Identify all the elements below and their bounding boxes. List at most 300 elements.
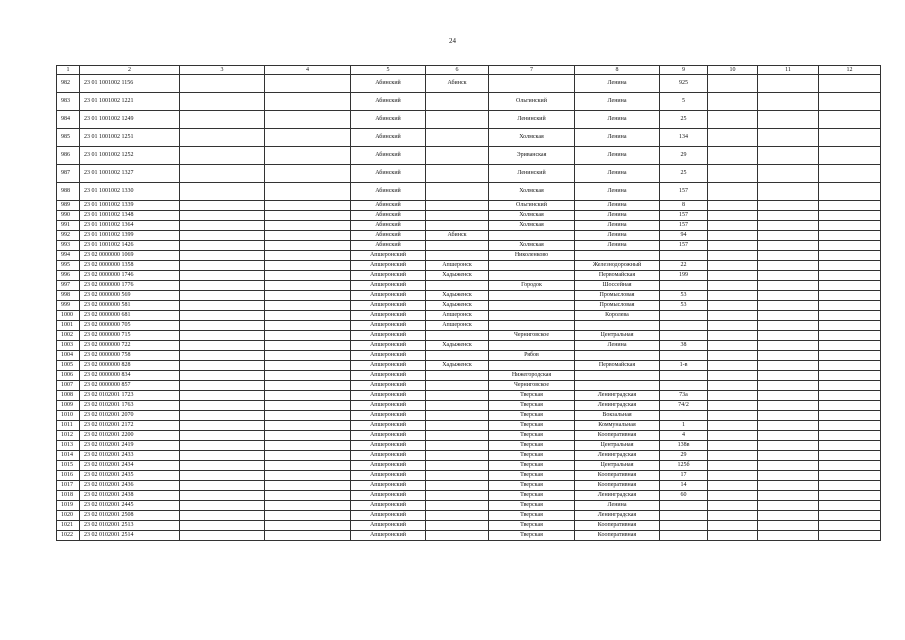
row-settlement: Тверская <box>489 461 575 471</box>
empty-cell <box>265 211 351 221</box>
empty-cell <box>819 351 881 361</box>
row-house: 14 <box>660 481 708 491</box>
table-row <box>57 531 881 541</box>
row-street: Центральная <box>575 461 660 471</box>
row-city <box>426 129 489 147</box>
empty-cell <box>180 183 265 201</box>
empty-cell <box>265 261 351 271</box>
empty-cell <box>265 521 351 531</box>
row-number: 998 <box>57 291 80 301</box>
row-number: 987 <box>57 165 80 183</box>
table-row <box>57 221 881 231</box>
row-code: 23 02 0000000 857 <box>80 381 180 391</box>
empty-cell <box>819 281 881 291</box>
empty-cell <box>708 201 758 211</box>
table-row <box>57 241 881 251</box>
row-district: Апшеронский <box>351 301 426 311</box>
empty-cell <box>708 391 758 401</box>
empty-cell <box>819 241 881 251</box>
empty-cell <box>819 501 881 511</box>
empty-cell <box>265 371 351 381</box>
empty-cell <box>819 531 881 541</box>
empty-cell <box>265 231 351 241</box>
table-row <box>57 391 881 401</box>
row-number: 1022 <box>57 531 80 541</box>
row-street: Ленина <box>575 501 660 511</box>
empty-cell <box>708 531 758 541</box>
row-street: Ленина <box>575 129 660 147</box>
row-number: 983 <box>57 93 80 111</box>
row-city <box>426 411 489 421</box>
column-header: 12 <box>819 66 881 75</box>
row-city: Хадыженск <box>426 361 489 371</box>
empty-cell <box>758 129 819 147</box>
empty-cell <box>708 261 758 271</box>
row-house <box>660 381 708 391</box>
row-house: 157 <box>660 183 708 201</box>
row-city: Апшеронск <box>426 261 489 271</box>
row-district: Апшеронский <box>351 411 426 421</box>
empty-cell <box>180 271 265 281</box>
row-code: 23 01 1001002 1156 <box>80 75 180 93</box>
table-row <box>57 441 881 451</box>
row-city <box>426 183 489 201</box>
empty-cell <box>819 381 881 391</box>
row-code: 23 02 0102001 2513 <box>80 521 180 531</box>
row-settlement: Тверская <box>489 401 575 411</box>
row-code: 23 01 1001002 1426 <box>80 241 180 251</box>
row-settlement: Холмская <box>489 221 575 231</box>
row-street: Шоссейная <box>575 281 660 291</box>
row-number: 1021 <box>57 521 80 531</box>
empty-cell <box>265 271 351 281</box>
row-city <box>426 451 489 461</box>
column-header: 4 <box>265 66 351 75</box>
empty-cell <box>819 291 881 301</box>
empty-cell <box>758 341 819 351</box>
empty-cell <box>819 511 881 521</box>
row-city <box>426 481 489 491</box>
row-code: 23 01 1001002 1252 <box>80 147 180 165</box>
empty-cell <box>180 111 265 129</box>
empty-cell <box>819 321 881 331</box>
row-district: Абинский <box>351 93 426 111</box>
row-district: Апшеронский <box>351 271 426 281</box>
empty-cell <box>708 471 758 481</box>
empty-cell <box>758 351 819 361</box>
row-street <box>575 351 660 361</box>
row-code: 23 02 0102001 2435 <box>80 471 180 481</box>
row-district: Апшеронский <box>351 461 426 471</box>
row-code: 23 02 0102001 2419 <box>80 441 180 451</box>
empty-cell <box>819 391 881 401</box>
row-settlement: Тверская <box>489 481 575 491</box>
column-header: 10 <box>708 66 758 75</box>
row-street: Ленина <box>575 211 660 221</box>
row-number: 1001 <box>57 321 80 331</box>
empty-cell <box>819 183 881 201</box>
empty-cell <box>708 231 758 241</box>
empty-cell <box>819 481 881 491</box>
table-row <box>57 321 881 331</box>
empty-cell <box>265 421 351 431</box>
empty-cell <box>758 183 819 201</box>
empty-cell <box>819 341 881 351</box>
row-code: 23 02 0102001 1723 <box>80 391 180 401</box>
empty-cell <box>819 221 881 231</box>
table-row <box>57 431 881 441</box>
row-street: Коммунальная <box>575 421 660 431</box>
row-house: 8 <box>660 201 708 211</box>
table-row <box>57 311 881 321</box>
empty-cell <box>265 511 351 521</box>
row-code: 23 02 0000000 828 <box>80 361 180 371</box>
row-number: 1014 <box>57 451 80 461</box>
empty-cell <box>758 421 819 431</box>
row-city <box>426 147 489 165</box>
empty-cell <box>708 165 758 183</box>
row-settlement: Ленинский <box>489 165 575 183</box>
table-row <box>57 351 881 361</box>
empty-cell <box>265 531 351 541</box>
row-settlement: Эриванская <box>489 147 575 165</box>
row-number: 984 <box>57 111 80 129</box>
empty-cell <box>265 451 351 461</box>
row-city: Хадыженск <box>426 341 489 351</box>
row-street: Ленинградская <box>575 491 660 501</box>
row-settlement <box>489 341 575 351</box>
empty-cell <box>819 147 881 165</box>
empty-cell <box>758 211 819 221</box>
empty-cell <box>265 441 351 451</box>
row-settlement: Тверская <box>489 521 575 531</box>
row-city <box>426 351 489 361</box>
row-street: Ленина <box>575 221 660 231</box>
empty-cell <box>758 301 819 311</box>
table-row <box>57 261 881 271</box>
empty-cell <box>180 481 265 491</box>
row-house: 94 <box>660 231 708 241</box>
empty-cell <box>180 361 265 371</box>
row-code: 23 01 1001002 1251 <box>80 129 180 147</box>
row-street <box>575 381 660 391</box>
row-number: 1013 <box>57 441 80 451</box>
row-house: 157 <box>660 221 708 231</box>
row-settlement <box>489 231 575 241</box>
row-city <box>426 221 489 231</box>
empty-cell <box>758 511 819 521</box>
table-row <box>57 421 881 431</box>
row-street: Ленина <box>575 183 660 201</box>
row-house: 29 <box>660 451 708 461</box>
row-code: 23 01 1001002 1399 <box>80 231 180 241</box>
row-city <box>426 251 489 261</box>
table-row <box>57 371 881 381</box>
row-district: Абинский <box>351 221 426 231</box>
row-city <box>426 211 489 221</box>
row-house: 17 <box>660 471 708 481</box>
row-street: Кооперативная <box>575 521 660 531</box>
row-city <box>426 241 489 251</box>
empty-cell <box>758 371 819 381</box>
row-street: Кооперативная <box>575 481 660 491</box>
row-street: Промысловая <box>575 291 660 301</box>
empty-cell <box>265 391 351 401</box>
empty-cell <box>758 381 819 391</box>
empty-cell <box>819 411 881 421</box>
row-street: Кооперативная <box>575 471 660 481</box>
empty-cell <box>180 331 265 341</box>
empty-cell <box>265 461 351 471</box>
empty-cell <box>819 129 881 147</box>
row-city <box>426 401 489 411</box>
row-code: 23 02 0000000 715 <box>80 331 180 341</box>
row-settlement: Холмская <box>489 129 575 147</box>
row-city <box>426 521 489 531</box>
empty-cell <box>265 351 351 361</box>
row-number: 1019 <box>57 501 80 511</box>
empty-cell <box>819 165 881 183</box>
row-number: 1003 <box>57 341 80 351</box>
empty-cell <box>265 301 351 311</box>
empty-cell <box>758 201 819 211</box>
row-district: Абинский <box>351 211 426 221</box>
row-street: Ленина <box>575 165 660 183</box>
table-row <box>57 201 881 211</box>
row-district: Апшеронский <box>351 531 426 541</box>
empty-cell <box>819 421 881 431</box>
empty-cell <box>180 421 265 431</box>
empty-cell <box>265 341 351 351</box>
row-number: 990 <box>57 211 80 221</box>
row-number: 1020 <box>57 511 80 521</box>
empty-cell <box>758 321 819 331</box>
empty-cell <box>180 501 265 511</box>
row-number: 993 <box>57 241 80 251</box>
row-settlement: Тверская <box>489 471 575 481</box>
row-code: 23 02 0000000 569 <box>80 291 180 301</box>
row-number: 994 <box>57 251 80 261</box>
column-header: 3 <box>180 66 265 75</box>
row-district: Апшеронский <box>351 491 426 501</box>
empty-cell <box>265 165 351 183</box>
empty-cell <box>708 431 758 441</box>
empty-cell <box>819 93 881 111</box>
row-settlement: Холмская <box>489 241 575 251</box>
row-house: 73а <box>660 391 708 401</box>
row-settlement: Тверская <box>489 441 575 451</box>
empty-cell <box>708 511 758 521</box>
empty-cell <box>708 491 758 501</box>
row-number: 992 <box>57 231 80 241</box>
row-code: 23 01 1001002 1249 <box>80 111 180 129</box>
row-settlement: Ольгинский <box>489 93 575 111</box>
row-house: 25 <box>660 165 708 183</box>
empty-cell <box>819 521 881 531</box>
empty-cell <box>180 231 265 241</box>
row-settlement: Холмская <box>489 211 575 221</box>
row-district: Апшеронский <box>351 441 426 451</box>
empty-cell <box>758 241 819 251</box>
empty-cell <box>819 251 881 261</box>
row-city <box>426 381 489 391</box>
empty-cell <box>180 451 265 461</box>
empty-cell <box>758 261 819 271</box>
empty-cell <box>265 201 351 211</box>
empty-cell <box>180 301 265 311</box>
row-district: Апшеронский <box>351 471 426 481</box>
empty-cell <box>180 165 265 183</box>
empty-cell <box>708 481 758 491</box>
row-house: 1-в <box>660 361 708 371</box>
table-row <box>57 301 881 311</box>
row-district: Апшеронский <box>351 311 426 321</box>
row-street: Центральная <box>575 441 660 451</box>
empty-cell <box>708 93 758 111</box>
row-code: 23 02 0102001 2514 <box>80 531 180 541</box>
empty-cell <box>265 111 351 129</box>
row-city <box>426 391 489 401</box>
table-row <box>57 75 881 93</box>
row-street: Ленинградская <box>575 401 660 411</box>
row-district: Апшеронский <box>351 391 426 401</box>
row-city <box>426 111 489 129</box>
table-row <box>57 481 881 491</box>
empty-cell <box>180 411 265 421</box>
row-district: Абинский <box>351 147 426 165</box>
empty-cell <box>708 521 758 531</box>
row-street: Ленинградская <box>575 511 660 521</box>
row-district: Апшеронский <box>351 251 426 261</box>
row-code: 23 02 0000000 1746 <box>80 271 180 281</box>
empty-cell <box>180 201 265 211</box>
table-row <box>57 291 881 301</box>
row-street <box>575 251 660 261</box>
empty-cell <box>819 431 881 441</box>
row-settlement <box>489 75 575 93</box>
table-row <box>57 451 881 461</box>
empty-cell <box>180 511 265 521</box>
row-number: 1017 <box>57 481 80 491</box>
empty-cell <box>180 431 265 441</box>
empty-cell <box>265 75 351 93</box>
table-row <box>57 183 881 201</box>
row-house: 53 <box>660 291 708 301</box>
row-settlement: Нижегородская <box>489 371 575 381</box>
row-house: 53 <box>660 301 708 311</box>
row-street: Центральная <box>575 331 660 341</box>
table-row <box>57 521 881 531</box>
row-street: Ленина <box>575 147 660 165</box>
empty-cell <box>758 331 819 341</box>
row-code: 23 02 0000000 581 <box>80 301 180 311</box>
empty-cell <box>758 491 819 501</box>
row-street: Вокзальная <box>575 411 660 421</box>
row-district: Абинский <box>351 183 426 201</box>
row-city: Абинск <box>426 231 489 241</box>
row-street: Ленинградская <box>575 391 660 401</box>
row-city <box>426 421 489 431</box>
row-house: 134 <box>660 129 708 147</box>
row-number: 996 <box>57 271 80 281</box>
empty-cell <box>708 421 758 431</box>
row-number: 1005 <box>57 361 80 371</box>
empty-cell <box>819 261 881 271</box>
empty-cell <box>819 311 881 321</box>
empty-cell <box>758 461 819 471</box>
row-settlement: Тверская <box>489 391 575 401</box>
row-city: Хадыженск <box>426 291 489 301</box>
row-number: 1006 <box>57 371 80 381</box>
empty-cell <box>265 411 351 421</box>
empty-cell <box>180 491 265 501</box>
row-number: 1002 <box>57 331 80 341</box>
row-settlement: Черниговское <box>489 381 575 391</box>
row-settlement: Тверская <box>489 411 575 421</box>
empty-cell <box>819 211 881 221</box>
row-settlement: Тверская <box>489 491 575 501</box>
row-city <box>426 491 489 501</box>
empty-cell <box>758 281 819 291</box>
row-code: 23 01 1001002 1364 <box>80 221 180 231</box>
empty-cell <box>265 221 351 231</box>
row-house <box>660 511 708 521</box>
empty-cell <box>819 451 881 461</box>
row-street: Кооперативная <box>575 531 660 541</box>
empty-cell <box>708 183 758 201</box>
row-district: Апшеронский <box>351 341 426 351</box>
row-street: Ленина <box>575 93 660 111</box>
empty-cell <box>708 211 758 221</box>
empty-cell <box>265 431 351 441</box>
row-city <box>426 471 489 481</box>
empty-cell <box>758 221 819 231</box>
row-settlement <box>489 321 575 331</box>
empty-cell <box>708 381 758 391</box>
row-district: Абинский <box>351 241 426 251</box>
empty-cell <box>758 521 819 531</box>
empty-cell <box>819 231 881 241</box>
row-city <box>426 281 489 291</box>
row-house: 157 <box>660 241 708 251</box>
table-row <box>57 401 881 411</box>
empty-cell <box>708 451 758 461</box>
row-code: 23 02 0102001 2200 <box>80 431 180 441</box>
empty-cell <box>180 391 265 401</box>
row-district: Апшеронский <box>351 481 426 491</box>
empty-cell <box>819 401 881 411</box>
empty-cell <box>758 147 819 165</box>
empty-cell <box>708 147 758 165</box>
column-header: 8 <box>575 66 660 75</box>
row-number: 995 <box>57 261 80 271</box>
empty-cell <box>758 411 819 421</box>
row-settlement: Николенково <box>489 251 575 261</box>
empty-cell <box>180 129 265 147</box>
row-house: 29 <box>660 147 708 165</box>
row-code: 23 01 1001002 1327 <box>80 165 180 183</box>
empty-cell <box>819 75 881 93</box>
row-house: 157 <box>660 211 708 221</box>
row-settlement: Ольгинский <box>489 201 575 211</box>
table-row <box>57 93 881 111</box>
row-street: Железнодорожный <box>575 261 660 271</box>
row-house: 25 <box>660 111 708 129</box>
table-row <box>57 271 881 281</box>
empty-cell <box>180 311 265 321</box>
row-street: Ленинградская <box>575 451 660 461</box>
row-district: Абинский <box>351 129 426 147</box>
